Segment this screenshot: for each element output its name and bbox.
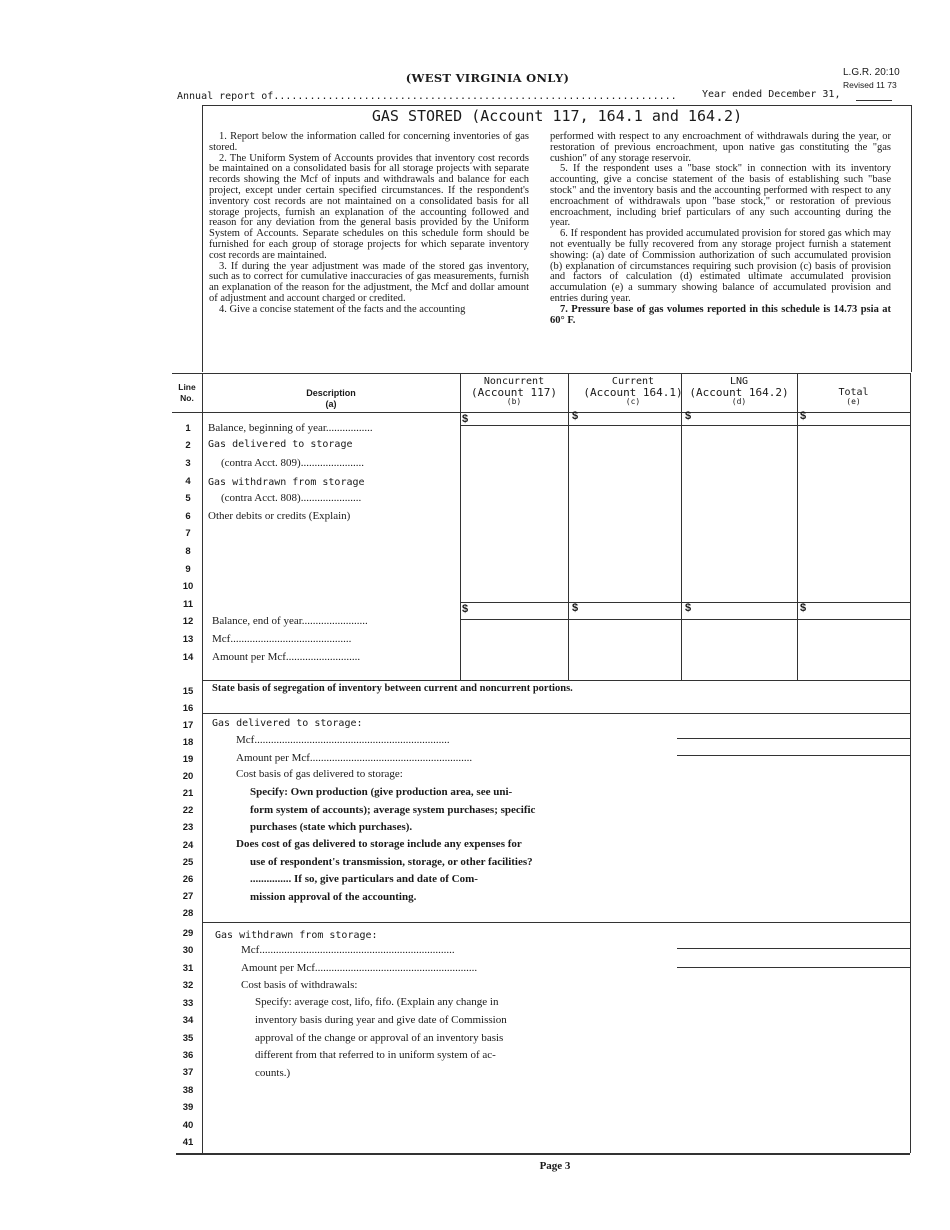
gas-delivered-heading: Gas delivered to storage:: [212, 718, 363, 729]
instruction-2: 2. The Uniform System of Accounts provides that inventory cost records be maintained on a consolidated basis for all storage projects with separate records showing the Mcf of inputs and withdrawals and balance for each project, except under certain specified circumstances. If the respondent's inventory cost records are not maintained on a consolidated basis for all storage projects, furnish an explanation of the accounting followed and reason for any deviation from the general basis provided by the Uniform System of Accounts. Separate schedules on this schedule form should be furnished for each group of storage projects for which separate inventory cost records are maintained.: [209, 152, 529, 261]
col-c-letter: (c): [625, 397, 641, 406]
line-no-header: Line No.: [178, 382, 196, 403]
delivered-mcf-blank: [677, 738, 910, 739]
col-b-letter: (b): [506, 397, 522, 406]
gas-withdrawn-heading: Gas withdrawn from storage:: [215, 930, 378, 941]
dollar-sign: $: [462, 413, 469, 425]
col-c-divider: [568, 373, 569, 680]
section-rule-29: [202, 922, 910, 923]
expenses-question-1: Does cost of gas delivered to storage include any expenses for: [236, 838, 522, 850]
line-number: 5: [185, 493, 191, 504]
state-heading: (WEST VIRGINIA ONLY): [405, 71, 570, 85]
line-number: 35: [182, 1033, 194, 1044]
schedule-title: GAS STORED (Account 117, 164.1 and 164.2): [371, 107, 743, 125]
dollar-sign: $: [800, 602, 807, 614]
specify-withdrawals-4: different from that referred to in uniform system of ac-: [255, 1049, 496, 1061]
line-number: 37: [182, 1067, 194, 1078]
specify-delivered-2: form system of accounts); average system purchases; specific: [250, 804, 536, 816]
instruction-6: 6. If respondent has provided accumulated provision for stored gas which may not eventually be fully recovered from any storage project furnish a statement showing: (a) date of Commission authorization of such accumulated provision (b) explanation of circumstances requiring such provision (c) basis of provision and factors of calculation (d) estimated ultimate accumulated provision accumulation (e) a summary showing balance of accumulated provision and entries during year.: [550, 228, 891, 304]
col-d-header: [681, 376, 797, 405]
line-number: 34: [182, 1015, 194, 1026]
line-number: 36: [182, 1050, 194, 1061]
dollar-sign: $: [685, 410, 692, 422]
dollar-sign: $: [572, 410, 579, 422]
line-number: 12: [182, 616, 194, 627]
col-d-account: (Account 164.2): [689, 386, 789, 399]
specify-withdrawals-1: Specify: average cost, lifo, fifo. (Explain any change in: [255, 996, 499, 1008]
row-other-debits: Other debits or credits (Explain): [208, 510, 351, 522]
row-mcf: Mcf............................................: [212, 633, 352, 645]
row12-rule: [460, 619, 910, 620]
description-header: [202, 388, 460, 410]
line-number: 6: [185, 511, 191, 522]
year-blank: [856, 100, 892, 101]
col-e-name: Total: [838, 387, 869, 398]
line-number: 29: [182, 928, 194, 939]
instruction-4-cont: performed with respect to any encroachment of withdrawals during the year, or restoration of previous encroachment, upon native gas constituting the "gas cushion" of any storage reservoir.: [550, 131, 891, 164]
col-d-letter: (d): [731, 397, 747, 406]
row-gas-delivered: Gas delivered to storage: [208, 439, 353, 450]
withdrawn-mcf-line: Mcf.......................................................................: [241, 944, 455, 956]
description-header-label: Description: [306, 388, 356, 398]
row-gas-withdrawn: Gas withdrawn from storage: [208, 477, 365, 488]
specify-withdrawals-2: inventory basis during year and give date of Commission: [255, 1014, 507, 1026]
line-number: 16: [182, 703, 194, 714]
col-b-account: (Account 117): [470, 386, 558, 399]
instruction-1: 1. Report below the information called for concerning inventories of gas stored.: [209, 131, 529, 153]
specify-withdrawals-3: approval of the change or approval of an inventory basis: [255, 1032, 504, 1044]
line-number: 26: [182, 874, 194, 885]
line-number: 17: [182, 720, 194, 731]
description-header-sub: (a): [325, 399, 337, 409]
line-number: 27: [182, 891, 194, 902]
line-number: 24: [182, 840, 194, 851]
annual-report-line: Annual report of...................................................................: [177, 91, 677, 102]
table-top-rule: [172, 373, 910, 374]
col-b-name: Noncurrent: [483, 376, 545, 387]
col-c-header: [568, 376, 698, 405]
segregation-basis-label: State basis of segregation of inventory between current and noncurrent portions.: [212, 683, 573, 694]
table-bottom-rule: [176, 1153, 910, 1155]
section-rule-17: [202, 713, 910, 714]
row-balance-beginning: Balance, beginning of year.................: [208, 422, 373, 434]
line-number: 38: [182, 1085, 194, 1096]
line-number: 39: [182, 1102, 194, 1113]
section-rule-15: [202, 680, 910, 681]
specify-delivered-1: Specify: Own production (give production area, see uni-: [250, 786, 513, 798]
expenses-question-2: use of respondent's transmission, storage, or other facilities?: [250, 856, 533, 868]
line-number: 23: [182, 822, 194, 833]
dollar-sign: $: [462, 603, 469, 615]
withdrawn-amount-blank: [677, 967, 910, 968]
dollar-sign: $: [572, 602, 579, 614]
form-code: [843, 67, 900, 91]
row-contra-809: (contra Acct. 809).......................: [221, 457, 364, 469]
cost-basis-delivered: Cost basis of gas delivered to storage:: [236, 768, 403, 780]
line-number: 9: [185, 564, 191, 575]
instruction-7: 7. Pressure base of gas volumes reported in this schedule is 14.73 psia at 60° F.: [550, 303, 891, 326]
line-number: 1: [185, 423, 191, 434]
dollar-sign: $: [800, 410, 807, 422]
instruction-4: 4. Give a concise statement of the facts and the accounting: [219, 303, 466, 315]
line-number: 31: [182, 963, 194, 974]
line-number: 22: [182, 805, 194, 816]
line-number: 3: [185, 458, 191, 469]
line-number: 18: [182, 737, 194, 748]
delivered-amount-line: Amount per Mcf...........................................................: [236, 752, 473, 764]
delivered-mcf-line: Mcf.......................................................................: [236, 734, 450, 746]
line-no-divider: [202, 373, 203, 1153]
instructions-left: [209, 132, 529, 316]
page-number: Page 3: [539, 1160, 571, 1172]
col-d-divider: [681, 373, 682, 680]
year-ended-label: Year ended December 31,: [702, 89, 841, 100]
row-contra-808: (contra Acct. 808)......................: [221, 492, 362, 504]
line-number: 19: [182, 754, 194, 765]
instruction-3: 3. If during the year adjustment was made of the stored gas inventory, such as to correct for cumulative inaccuracies of gas measurements, furnish an explanation of the reason for the adjustment, the Mcf and dollar amount of adjustment and account charged or credited.: [209, 260, 529, 304]
dollar-sign: $: [685, 602, 692, 614]
line-number: 13: [182, 634, 194, 645]
row1-rule: [460, 425, 910, 426]
line-number: 20: [182, 771, 194, 782]
form-code-number: L.G.R. 20:10: [843, 67, 900, 78]
row-balance-end: Balance, end of year........................: [212, 615, 368, 627]
col-c-name: Current: [611, 376, 655, 387]
specify-delivered-3: purchases (state which purchases).: [250, 821, 413, 833]
delivered-amount-blank: [677, 755, 910, 756]
line-number: 4: [185, 476, 191, 487]
table-right-border: [910, 373, 911, 1153]
expenses-question-3: ............... If so, give particulars and date of Com-: [250, 873, 478, 885]
instructions-right: [550, 132, 891, 326]
col-e-letter: (e): [846, 397, 861, 406]
col-e-header: [797, 387, 910, 405]
line-number: 32: [182, 980, 194, 991]
line-number: 21: [182, 788, 194, 799]
revised-date: Revised 11 73: [843, 80, 897, 90]
line-number: 15: [182, 686, 194, 697]
col-b-divider: [460, 373, 461, 680]
line-number: 2: [185, 440, 191, 451]
line-number: 14: [182, 652, 194, 663]
line-number: 7: [185, 528, 191, 539]
col-d-name: LNG: [729, 376, 749, 387]
line-number: 33: [182, 998, 194, 1009]
withdrawn-mcf-blank: [677, 948, 910, 949]
line-number: 41: [182, 1137, 194, 1148]
withdrawn-amount-line: Amount per Mcf...........................................................: [241, 962, 478, 974]
line-number: 11: [182, 599, 194, 610]
line-number: 10: [182, 581, 194, 592]
row-amount-per-mcf: Amount per Mcf...........................: [212, 651, 361, 663]
line-number: 8: [185, 546, 191, 557]
line-number: 30: [182, 945, 194, 956]
instruction-5: 5. If the respondent uses a "base stock" in connection with its inventory accounting, give a concise statement of the basis of establishing such "base stock" and the inventory basis and the accounting performed with respect to any encroachment of withdrawals upon "base stock," or restoration of previous encroachment, including brief particulars of any such accounting during the year.: [550, 163, 891, 229]
col-c-account: (Account 164.1): [583, 386, 683, 399]
col-e-divider: [797, 373, 798, 680]
cost-basis-withdrawals: Cost basis of withdrawals:: [241, 979, 358, 991]
line-number: 40: [182, 1120, 194, 1131]
line-number: 25: [182, 857, 194, 868]
col-b-header: [460, 376, 568, 405]
specify-withdrawals-5: counts.): [255, 1067, 291, 1079]
line-number: 28: [182, 908, 194, 919]
expenses-question-4: mission approval of the accounting.: [250, 891, 417, 903]
